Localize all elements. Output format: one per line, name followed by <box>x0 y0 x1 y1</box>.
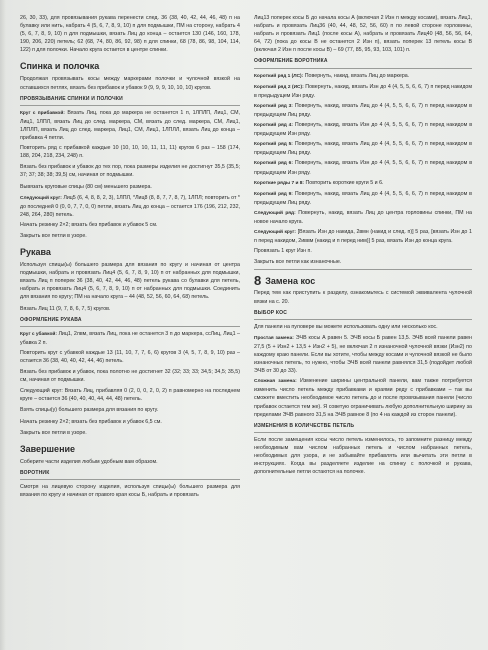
short-row-1: Короткий ряд 1 (ЛС): Повернуть, накид, вязать Лиц до маркера. <box>254 72 410 79</box>
section-number: 8 <box>254 273 262 289</box>
paragraph-sleeve-4: Вязать без прибавок и убавок, пока полотно не достигнет 32 (32; 33; 33; 34,5; 34,5; 35,5) см, начиная от подмышки. <box>20 369 240 384</box>
paragraph-rib: Начать резинку 2×2; вязать без прибавок и убавок 5 см. <box>20 221 158 228</box>
subheading-sleeve-shaping: ОФОРМЛЕНИЕ РУКАВА <box>20 316 82 323</box>
paragraph-sleeve-1: Используя спицы(ы) большего размера для вязания по кругу и начиная от центра подмышки, набрать и провязать Лиц4 (5, 6, 7, 8, 9, 10) п от набранных для подмышки, вязать Лиц п поперек 36 (38, 40, 42, 44, 46, 48) петель рукава со булавки для петель, набрать и провязать Лиц4 (5, 6, 7, 8, 9, 10) п от набранных для подмышки. Соединить для вязания по кругу; ПМ на начало круга – 44 (48, 52, 56, 60, 64, 68) петель. <box>20 262 240 301</box>
paragraph-sleeve-6: Взять спицы(у) большего размера для вязания по кругу. <box>20 407 159 414</box>
left-column <box>20 14 240 502</box>
complex-replacement: Сложная замена: Изменение ширины центральной панели, вам также потребуется изменить число петель между прибавками и краями реду с прибавками – так вы сможете вместить необходимое число петель до и после провязывания панели (число прибавок остается тем же). Я советую ограничивать любую дополнительную ширину за пределами ЭЧВ равного 31,5 на ЭЧВ равное 8 (по 4 на каждой из сторон панели). <box>254 378 472 418</box>
paragraph-collar: Смотря на лицевую сторону изделия, используя спицы(ы) большего размера для вязания по кругу и начиная от правого края косы Б, набрать и провязать <box>20 483 240 499</box>
paragraph-stitch-count: Если после замещения косы число петель изменилось, то запомните разницу между необходимым вам числом набранных петель и числом набранных петель, необходимых для узора, и не забывайте прибавлять или вычитать эти петли в инструкциях. Когда вы разделяете изделие на спинку с полочкой и рукава, дополнительные петли остаются на полочке. <box>254 436 472 476</box>
short-row-5: Короткий ряд 5: Повернуть, накид, вязать Лиц до 4 (4, 5, 5, 6, 6, 7) п перед накидом в предыдущем Лиц ряду. <box>254 141 472 157</box>
paragraph-finishing: Соберите части изделия любым удобным вам образом. <box>20 458 158 465</box>
right-column <box>254 14 472 479</box>
paragraph-replacement: Перед тем как приступить к разделу, ознакомьтесь с системой эквивалента чулочной вязки на с. 20. <box>254 290 472 305</box>
paragraph-choice: Для панели на пуловере вы можете использовать одну или несколько кос. <box>254 323 438 330</box>
paragraph-repeat: Повторить ряд с прибавкой каждые 10 (10, 10, 10, 11, 11, 11) кругов 6 раз – 158 (174, 188, 204, 218, 234, 248) п. <box>20 145 240 160</box>
heading-back-front: Спинка и полочка <box>20 61 100 72</box>
paragraph-until: Вязать без прибавок и убавок до тех пор, пока размеры изделия не достигнут 35,5 (35,5; 37; 37; 38; 38; 39,5) см, начиная от подмышки. <box>20 164 240 179</box>
paragraph-bind-off: Закрыть все петли как изнаночные. <box>254 259 342 266</box>
short-row-2: Короткий ряд 2 (ИС): Повернуть, накид, вязать Изн до 4 (4, 5, 5, 6, 6, 7) п перед накидом в предыдущем Изн ряду. <box>254 83 472 99</box>
row-increase: Круг с прибавкой: Вязать Лиц, пока до маркера не останется 1 п, 1ЛПЛП, Лиц1, СМ, Лиц1, 1ЛПЛ, вязать Лиц до след. маркера, СМ, вязать до след. маркера, СМ, Лиц1, 1ЛПЛП, вязать Лиц до след. маркера, Лиц1, СМ, Лиц1, 1ЛПЛЛ, вязать Лиц до конца – прибавка 4 петли. <box>20 109 240 142</box>
divider <box>20 105 240 106</box>
paragraph-sleeve-5: Следующий круг: Вязать Лиц, прибавляя 0 (2, 0, 0, 2, 0, 2) п равномерно на последнем круге – остается 36 (40, 40, 40, 44, 44, 48) петель. <box>20 388 240 403</box>
paragraph-needles: Вывязать круговые спицы (80 см) меньшего размера. <box>20 183 152 190</box>
paragraph-back: Продолжая провязывать косы между маркерами полочки и чулочной вязкой на оставшихся петлях, вязать без прибавок и убавок 9 (9, 9, 9, 10, 10, 10) кругов. <box>20 76 240 91</box>
heading-sleeves: Рукава <box>20 247 51 258</box>
subheading-collar: ВОРОТНИК <box>20 469 50 476</box>
subheading-increase: ПРОВЯЗЫВАНИЕ СПИНКИ И ПОЛОЧКИ <box>20 95 123 102</box>
divider <box>254 319 472 320</box>
divider <box>254 269 472 270</box>
next-row: Следующий ряд: Повернуть, накид, вязать Лиц до центра горловины спинки, ПМ на новое начало круга. <box>254 209 472 225</box>
subheading-collar-shaping: ОФОРМЛЕНИЕ ВОРОТНИКА <box>254 58 328 65</box>
paragraph-close: Закрыть все петли в узоре. <box>20 232 87 239</box>
row-sleeve-decrease: Круг с убавкой: Лиц1, 2лвм, вязать Лиц, пока не останется 3 п до маркера, ссЛиц, Лиц1 – убавка 2 п. <box>20 330 240 346</box>
paragraph-sleeve-8: Закрыть все петли в узоре. <box>20 429 87 436</box>
subheading-cable-choice: ВЫБОР КОС <box>254 309 288 316</box>
paragraph-purl-round: Провязать 1 круг Изн п. <box>254 248 312 255</box>
paragraph-sleeve-3: Повторить круг с убавкой каждые 13 (11, 10, 7, 7, 6, 6) кругов 3 (4, 5, 7, 8, 9, 10) раз – остается 36 (38, 40, 40, 42, 44, 46) петель. <box>20 349 240 364</box>
divider <box>20 326 240 327</box>
short-rows-7-8: Короткие ряды 7 и 8: Повторить короткие круги 5 и 6. <box>254 179 384 186</box>
short-row-4: Короткий ряд 4: Повернуть, накид, вязать Изн до 4 (4, 5, 5, 6, 6, 7) п перед накидом в предыдущем Изн ряду. <box>254 122 473 138</box>
divider <box>254 432 472 433</box>
heading-finishing: Завершение <box>20 443 76 454</box>
left-intro: 26, 30, 33), для провязывания рукава перенести след. 36 (38, 40, 42, 44, 46, 48) п на булавку или нить, набрать 4 (5, 6, 7, 8, 9, 10) п для подмышки, ПМ на сторону, набрать 4 (5, 6, 7, 8, 9, 10) п для подмышки, вязать Лиц до конца – остается 130 (146, 160, 178, 190, 206, 220) петель; 62 (68, 74, 80, 86, 92, 98) п для спинки, 68 (78, 86, 98, 104, 114, 122) п для полочки. Начало круга остается в центре спинки. <box>20 15 240 54</box>
right-intro: Лиц13 поперек косы Б до начала косы А (включая 2 Изн п между косами), вязать Лиц1, набрать и провязать Лиц36 (40, 44, 48, 52, 56, 60) п по левой стороне горловины, набрать и провязать Лиц1 (после косы А), набрать и провязать Лиц40 (48, 56, 56, 64, 64, 72) (пока до косы В не останется 2 Изн п), вязать поперек 13 петель косы В (включая 2 Изн п после косы В) – 69 (77, 85, 95, 93, 103, 101) п. <box>254 15 472 54</box>
short-row-6: Короткий ряд 6: Повернуть, накид, вязать Изн до 4 (4, 5, 5, 6, 6, 7) п перед накидом в предыдущем Изн ряду. <box>254 160 473 176</box>
paragraph-sleeve-7: Начать резинку 2×2; вязать без прибавок и убавок 6,5 см. <box>20 418 162 425</box>
divider <box>20 479 240 480</box>
section-8-title <box>254 274 472 287</box>
heading-cable-replacement: Замена кос <box>265 275 316 286</box>
next-round: Следующий круг: [Вязать Изн до накида, 2вмн (накид и след. п)] 5 раз, [вязать Изн до 1 п перед накидом, 2иввм (накид и п перед ним)] 5 раз, вязать Изн до конца круга. <box>254 229 472 245</box>
paragraph-sleeve-2: Вязать Лиц 11 (9, 7, 8, 6, 7, 5) кругов. <box>20 305 111 312</box>
short-row-9: Короткий ряд 9: Повернуть, накид, вязать Лиц до 4 (4, 5, 5, 6, 6, 7) п перед накидом в предыдущем Лиц ряду. <box>254 190 472 206</box>
divider <box>254 68 472 69</box>
page-edge-shadow <box>0 0 6 650</box>
subheading-stitch-count: ИЗМЕНЕНИЯ В КОЛИЧЕСТВЕ ПЕТЕЛЬ <box>254 422 355 429</box>
short-row-3: Короткий ряд 3: Повернуть, накид, вязать Лиц до 4 (4, 5, 5, 6, 6, 7) п перед накидом в предыдущем Лиц ряду. <box>254 102 472 118</box>
row-next: Следующий круг: Лиц5 (6, 4, 8, 8, 2, 3), 1ЛПЛ, *Лиц8 (8, 8, 7, 7, 8, 7), 1ЛПЛ; повторить от * до последней 0 (0, 0, 7, 7, 0, 0) петли, вязать Лиц до конца – остается 176 (196, 212, 232, 248, 264, 280) петель. <box>20 194 240 218</box>
simple-replacement: Простая замена: ЭЧВ косы А равен 5. ЭЧВ косы Б равен 13,5. ЭЧВ всей панели равен 27,5 (5 + Изн2 + 13,5 + Изн2 + 5), не включая 2 п изнаночной чулочной вязки (Изн2) по каждому краю панели. Если вы хотите, чтобы между косами и чулочной вязкой не было изнаночных петель, то нужно, чтобы ЭЧВ всей панели равнялся 31,5 (подойдет любой ЭЧВ от 30 до 33). <box>254 334 472 375</box>
